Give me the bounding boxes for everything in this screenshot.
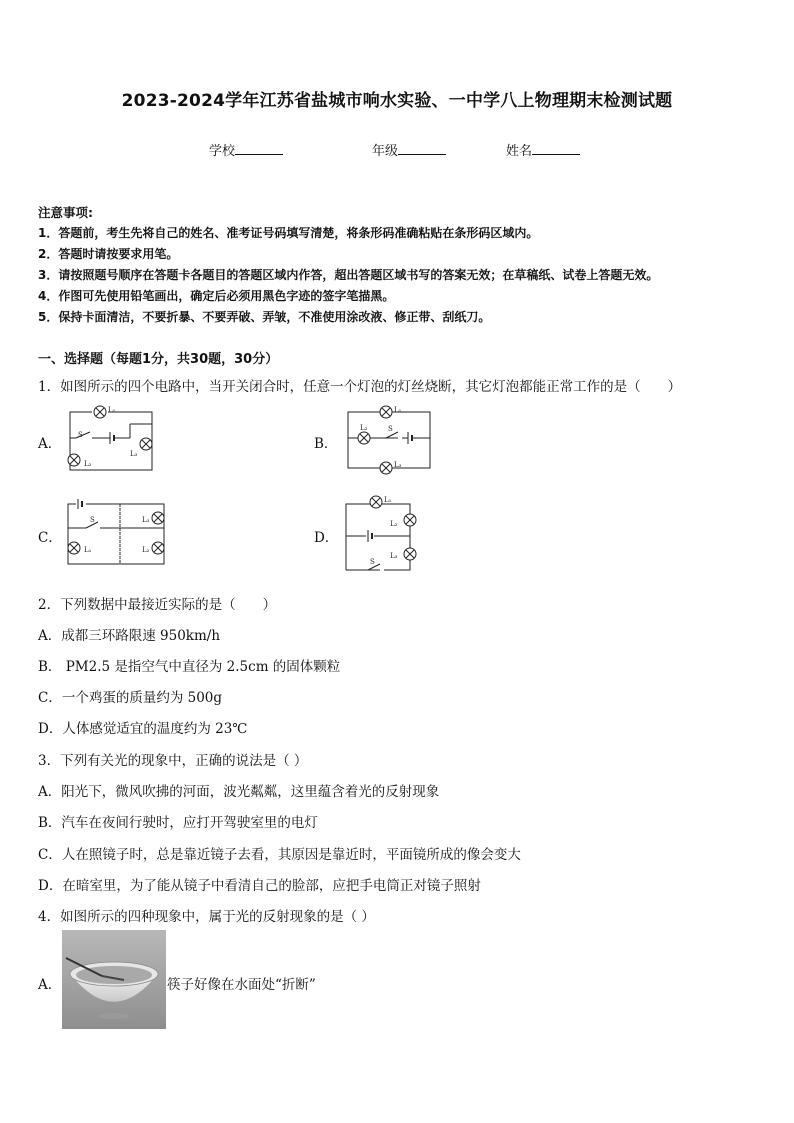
- circuit-a-l3-label: L₃: [130, 450, 138, 458]
- q1-option-a-label: A．: [38, 436, 62, 452]
- q2-option-c: C．一个鸡蛋的质量约为 500g: [38, 690, 223, 706]
- name-blank: [532, 142, 580, 155]
- note-item: 3．请按照题号顺序在答题卡各题目的答题区域内作答，超出答题区域书写的答案无效；在草稿纸、试卷上答题无效。: [38, 268, 659, 282]
- circuit-c-diagram: [62, 498, 172, 570]
- name-label: 姓名: [506, 144, 533, 159]
- circuit-d-l3-label: L₃: [390, 552, 398, 560]
- q2-option-b: B． PM2.5 是指空气中直径为 2.5cm 的固体颗粒: [38, 659, 341, 675]
- notes-heading: 注意事项:: [38, 205, 93, 220]
- circuit-c-s-label: S: [90, 516, 95, 524]
- page-title: 2023-2024学年江苏省盐城市响水实验、一中学八上物理期末检测试题: [121, 91, 673, 111]
- circuit-a-s-label: S: [78, 431, 83, 439]
- circuit-d-l1-label: L₁: [384, 496, 392, 504]
- circuit-c-l2-label: L₂: [142, 546, 150, 554]
- section-title: 一、选择题（每题1分，共30题，30分）: [38, 352, 279, 367]
- q1-option-c-label: C．: [38, 530, 62, 546]
- circuit-b-s-label: S: [388, 425, 393, 433]
- circuit-b-diagram: [342, 404, 438, 476]
- note-item: 2．答题时请按要求用笔。: [38, 247, 179, 261]
- circuit-d-s-label: S: [370, 558, 375, 566]
- q1-option-d-label: D．: [314, 530, 339, 546]
- circuit-b-l3-label: L₃: [394, 461, 402, 469]
- school-label: 学校: [209, 144, 236, 159]
- name-field: [506, 140, 580, 159]
- chopsticks-bowl-photo: [62, 930, 166, 1029]
- grade-field: [372, 140, 446, 159]
- circuit-a-l1-label: L₁: [108, 406, 116, 414]
- school-field: [209, 140, 283, 159]
- circuit-d-diagram: [340, 492, 422, 576]
- q4-option-a-label: A．: [38, 977, 62, 993]
- q3-option-a: A．阳光下，微风吹拂的河面，波光粼粼，这里蕴含着光的反射现象: [38, 784, 440, 800]
- circuit-b-l2-label: L₂: [360, 424, 368, 432]
- circuit-a-l2-label: L₂: [84, 460, 92, 468]
- q4-option-a-text: 筷子好像在水面处“折断”: [167, 977, 316, 993]
- q2-option-d: D．人体感觉适宜的温度约为 23℃: [38, 721, 248, 737]
- q3-option-d: D．在暗室里，为了能从镜子中看清自己的脸部，应把手电筒正对镜子照射: [38, 878, 481, 894]
- circuit-b-l1-label: L₁: [394, 406, 402, 414]
- question-3-stem: 3．下列有关光的现象中，正确的说法是（ ）: [38, 753, 308, 769]
- circuit-c-l3-label: L₃: [142, 516, 150, 524]
- question-2-stem: 2．下列数据中最接近实际的是（ ）: [38, 597, 277, 613]
- grade-blank: [398, 142, 446, 155]
- note-item: 1．答题前，考生先将自己的姓名、准考证号码填写清楚，将条形码准确粘贴在条形码区域内。: [38, 226, 539, 240]
- q1-option-b-label: B．: [314, 436, 338, 452]
- school-blank: [235, 142, 283, 155]
- q3-option-c: C．人在照镜子时，总是靠近镜子去看，其原因是靠近时，平面镜所成的像会变大: [38, 847, 521, 863]
- q2-option-a: A．成都三环路限速 950km/h: [38, 628, 221, 644]
- circuit-d-l2-label: L₂: [390, 520, 398, 528]
- circuit-a-diagram: [62, 404, 162, 476]
- q3-option-b: B．汽车在夜间行驶时，应打开驾驶室里的电灯: [38, 815, 318, 831]
- note-item: 4．作图可先使用铅笔画出，确定后必须用黑色字迹的签字笔描黑。: [38, 289, 395, 303]
- circuit-c-l1-label: L₁: [84, 546, 92, 554]
- question-1-stem: 1．如图所示的四个电路中，当开关闭合时，任意一个灯泡的灯丝烧断，其它灯泡都能正常工作的是（ ）: [38, 379, 682, 395]
- question-4-stem: 4．如图所示的四种现象中，属于光的反射现象的是（ ）: [38, 909, 375, 925]
- grade-label: 年级: [372, 144, 399, 159]
- note-item: 5．保持卡面清洁，不要折暴、不要弄破、弄皱，不准使用涂改液、修正带、刮纸刀。: [38, 310, 491, 324]
